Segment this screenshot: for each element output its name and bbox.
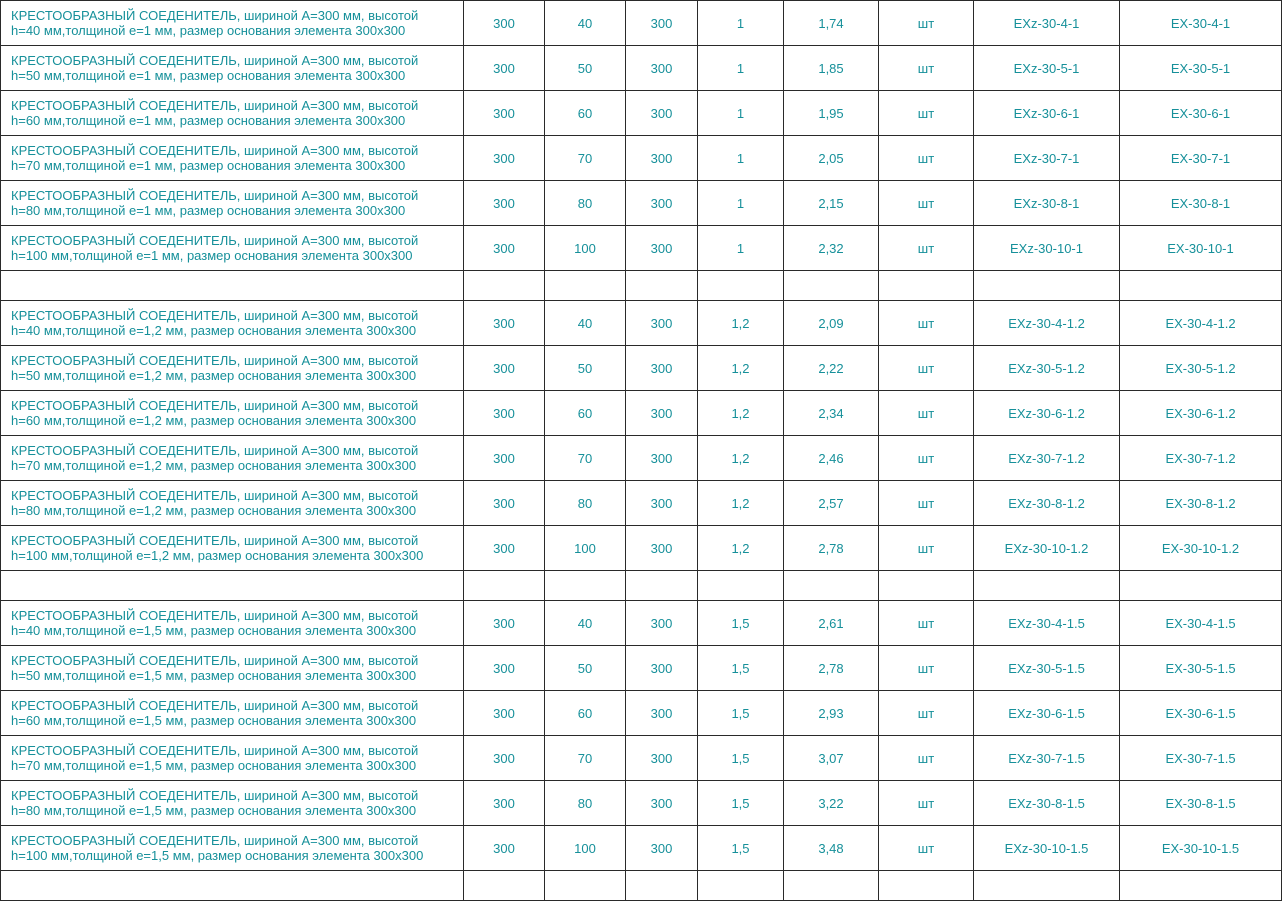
article-cell: EX-30-7-1.2: [1120, 436, 1282, 481]
mass-cell: 2,32: [784, 226, 879, 271]
height-h-cell: 80: [545, 781, 626, 826]
unit-cell: шт: [879, 526, 974, 571]
height-h-cell: 50: [545, 46, 626, 91]
description-cell: [1, 346, 464, 391]
thickness-cell: 1: [698, 136, 784, 181]
base-size-cell: 300: [626, 391, 698, 436]
height-h-cell: 60: [545, 91, 626, 136]
base-size-cell: 300: [626, 136, 698, 181]
unit-cell: шт: [879, 46, 974, 91]
description-line-1: КРЕСТООБРАЗНЫЙ СОЕДЕНИТЕЛЬ, шириной А=300 мм, высотой: [11, 653, 419, 668]
empty-cell: [626, 571, 698, 601]
unit-cell: шт: [879, 826, 974, 871]
base-size-cell: 300: [626, 826, 698, 871]
article-cell: EX-30-8-1: [1120, 181, 1282, 226]
description-line-2: h=50 мм,толщиной е=1,5 мм, размер основания элемента 300х300: [11, 668, 417, 683]
description-line-2: h=50 мм,толщиной е=1,2 мм, размер основания элемента 300х300: [11, 368, 417, 383]
spacer-row: [1, 271, 1282, 301]
table-row: [1, 781, 1282, 826]
unit-cell: шт: [879, 691, 974, 736]
unit-cell: шт: [879, 736, 974, 781]
article-cell: EX-30-5-1: [1120, 46, 1282, 91]
table-row: [1, 391, 1282, 436]
table-row: [1, 301, 1282, 346]
table-row: [1, 1, 1282, 46]
width-a-cell: 300: [464, 136, 545, 181]
width-a-cell: 300: [464, 481, 545, 526]
height-h-cell: 80: [545, 181, 626, 226]
mass-cell: 2,78: [784, 526, 879, 571]
description-line-1: КРЕСТООБРАЗНЫЙ СОЕДЕНИТЕЛЬ, шириной А=300 мм, высотой: [11, 743, 419, 758]
product-code-cell: EXz-30-8-1.5: [974, 781, 1120, 826]
width-a-cell: 300: [464, 226, 545, 271]
width-a-cell: 300: [464, 1, 545, 46]
mass-cell: 2,34: [784, 391, 879, 436]
product-code-cell: EXz-30-7-1.2: [974, 436, 1120, 481]
description-cell: [1, 91, 464, 136]
empty-cell: [974, 571, 1120, 601]
table-row: [1, 226, 1282, 271]
description-cell: [1, 646, 464, 691]
spacer-row: [1, 871, 1282, 901]
table-row: [1, 526, 1282, 571]
description-line-2: h=70 мм,толщиной е=1,5 мм, размер основания элемента 300х300: [11, 758, 417, 773]
empty-cell: [545, 571, 626, 601]
base-size-cell: 300: [626, 91, 698, 136]
description-cell: [1, 781, 464, 826]
thickness-cell: 1,5: [698, 601, 784, 646]
mass-cell: 1,85: [784, 46, 879, 91]
table-row: [1, 91, 1282, 136]
description-line-2: h=70 мм,толщиной е=1 мм, размер основания элемента 300х300: [11, 158, 406, 173]
table-row: [1, 136, 1282, 181]
base-size-cell: 300: [626, 181, 698, 226]
height-h-cell: 50: [545, 346, 626, 391]
width-a-cell: 300: [464, 391, 545, 436]
description-cell: [1, 691, 464, 736]
empty-cell: [1120, 571, 1282, 601]
empty-cell: [626, 271, 698, 301]
table-row: [1, 181, 1282, 226]
height-h-cell: 70: [545, 436, 626, 481]
article-cell: EX-30-10-1.2: [1120, 526, 1282, 571]
empty-cell: [1, 271, 464, 301]
article-cell: EX-30-4-1.5: [1120, 601, 1282, 646]
product-code-cell: EXz-30-6-1.2: [974, 391, 1120, 436]
height-h-cell: 80: [545, 481, 626, 526]
unit-cell: шт: [879, 301, 974, 346]
description-line-2: h=50 мм,толщиной е=1 мм, размер основания элемента 300х300: [11, 68, 406, 83]
width-a-cell: 300: [464, 346, 545, 391]
base-size-cell: 300: [626, 346, 698, 391]
thickness-cell: 1,2: [698, 391, 784, 436]
height-h-cell: 50: [545, 646, 626, 691]
article-cell: EX-30-4-1: [1120, 1, 1282, 46]
description-cell: [1, 226, 464, 271]
product-code-cell: EXz-30-5-1: [974, 46, 1120, 91]
width-a-cell: 300: [464, 826, 545, 871]
empty-cell: [464, 571, 545, 601]
description-line-2: h=80 мм,толщиной е=1,2 мм, размер основания элемента 300х300: [11, 503, 417, 518]
description-line-2: h=60 мм,толщиной е=1,5 мм, размер основания элемента 300х300: [11, 713, 417, 728]
unit-cell: шт: [879, 1, 974, 46]
table-row: [1, 646, 1282, 691]
description-line-1: КРЕСТООБРАЗНЫЙ СОЕДЕНИТЕЛЬ, шириной А=300 мм, высотой: [11, 308, 419, 323]
mass-cell: 2,22: [784, 346, 879, 391]
description-cell: [1, 526, 464, 571]
unit-cell: шт: [879, 91, 974, 136]
product-code-cell: EXz-30-6-1.5: [974, 691, 1120, 736]
base-size-cell: 300: [626, 481, 698, 526]
height-h-cell: 70: [545, 736, 626, 781]
width-a-cell: 300: [464, 91, 545, 136]
product-code-cell: EXz-30-7-1.5: [974, 736, 1120, 781]
mass-cell: 2,93: [784, 691, 879, 736]
article-cell: EX-30-8-1.5: [1120, 781, 1282, 826]
description-line-1: КРЕСТООБРАЗНЫЙ СОЕДЕНИТЕЛЬ, шириной А=300 мм, высотой: [11, 143, 419, 158]
product-code-cell: EXz-30-5-1.2: [974, 346, 1120, 391]
product-code-cell: EXz-30-10-1.2: [974, 526, 1120, 571]
description-cell: [1, 601, 464, 646]
description-line-1: КРЕСТООБРАЗНЫЙ СОЕДЕНИТЕЛЬ, шириной А=300 мм, высотой: [11, 788, 419, 803]
description-line-1: КРЕСТООБРАЗНЫЙ СОЕДЕНИТЕЛЬ, шириной А=300 мм, высотой: [11, 98, 419, 113]
description-line-1: КРЕСТООБРАЗНЫЙ СОЕДЕНИТЕЛЬ, шириной А=300 мм, высотой: [11, 533, 419, 548]
base-size-cell: 300: [626, 736, 698, 781]
height-h-cell: 40: [545, 601, 626, 646]
product-code-cell: EXz-30-8-1.2: [974, 481, 1120, 526]
description-line-2: h=100 мм,толщиной е=1,2 мм, размер основания элемента 300х300: [11, 548, 424, 563]
empty-cell: [784, 271, 879, 301]
description-line-1: КРЕСТООБРАЗНЫЙ СОЕДЕНИТЕЛЬ, шириной А=300 мм, высотой: [11, 398, 419, 413]
unit-cell: шт: [879, 646, 974, 691]
width-a-cell: 300: [464, 691, 545, 736]
thickness-cell: 1: [698, 1, 784, 46]
height-h-cell: 100: [545, 226, 626, 271]
description-line-1: КРЕСТООБРАЗНЫЙ СОЕДЕНИТЕЛЬ, шириной А=300 мм, высотой: [11, 8, 419, 23]
article-cell: EX-30-5-1.2: [1120, 346, 1282, 391]
unit-cell: шт: [879, 436, 974, 481]
empty-cell: [1120, 271, 1282, 301]
product-code-cell: EXz-30-4-1.2: [974, 301, 1120, 346]
empty-cell: [545, 871, 626, 901]
article-cell: EX-30-5-1.5: [1120, 646, 1282, 691]
empty-cell: [698, 271, 784, 301]
product-code-cell: EXz-30-7-1: [974, 136, 1120, 181]
base-size-cell: 300: [626, 301, 698, 346]
product-code-cell: EXz-30-5-1.5: [974, 646, 1120, 691]
table-row: [1, 46, 1282, 91]
height-h-cell: 60: [545, 691, 626, 736]
thickness-cell: 1,2: [698, 301, 784, 346]
article-cell: EX-30-6-1.5: [1120, 691, 1282, 736]
description-line-1: КРЕСТООБРАЗНЫЙ СОЕДЕНИТЕЛЬ, шириной А=300 мм, высотой: [11, 53, 419, 68]
table-row: [1, 826, 1282, 871]
table-body: [1, 1, 1282, 901]
thickness-cell: 1,5: [698, 646, 784, 691]
mass-cell: 2,57: [784, 481, 879, 526]
empty-cell: [545, 271, 626, 301]
thickness-cell: 1: [698, 91, 784, 136]
description-cell: [1, 181, 464, 226]
description-line-2: h=40 мм,толщиной е=1,5 мм, размер основания элемента 300х300: [11, 623, 417, 638]
empty-cell: [1, 571, 464, 601]
description-line-2: h=40 мм,толщиной е=1 мм, размер основания элемента 300х300: [11, 23, 406, 38]
unit-cell: шт: [879, 781, 974, 826]
mass-cell: 3,07: [784, 736, 879, 781]
article-cell: EX-30-10-1: [1120, 226, 1282, 271]
empty-cell: [879, 871, 974, 901]
description-line-2: h=100 мм,толщиной е=1 мм, размер основания элемента 300х300: [11, 248, 413, 263]
thickness-cell: 1,5: [698, 736, 784, 781]
empty-cell: [698, 871, 784, 901]
description-cell: [1, 736, 464, 781]
empty-cell: [784, 871, 879, 901]
unit-cell: шт: [879, 181, 974, 226]
description-line-1: КРЕСТООБРАЗНЫЙ СОЕДЕНИТЕЛЬ, шириной А=300 мм, высотой: [11, 188, 419, 203]
article-cell: EX-30-4-1.2: [1120, 301, 1282, 346]
height-h-cell: 40: [545, 1, 626, 46]
description-line-2: h=60 мм,толщиной е=1 мм, размер основания элемента 300х300: [11, 113, 406, 128]
description-line-2: h=80 мм,толщиной е=1 мм, размер основания элемента 300х300: [11, 203, 406, 218]
empty-cell: [698, 571, 784, 601]
empty-cell: [784, 571, 879, 601]
height-h-cell: 100: [545, 526, 626, 571]
unit-cell: шт: [879, 481, 974, 526]
spacer-row: [1, 571, 1282, 601]
base-size-cell: 300: [626, 1, 698, 46]
empty-cell: [626, 871, 698, 901]
base-size-cell: 300: [626, 691, 698, 736]
description-line-2: h=40 мм,толщиной е=1,2 мм, размер основания элемента 300х300: [11, 323, 417, 338]
description-cell: [1, 301, 464, 346]
base-size-cell: 300: [626, 781, 698, 826]
width-a-cell: 300: [464, 181, 545, 226]
product-code-cell: EXz-30-4-1: [974, 1, 1120, 46]
description-cell: [1, 46, 464, 91]
unit-cell: шт: [879, 136, 974, 181]
empty-cell: [974, 271, 1120, 301]
base-size-cell: 300: [626, 646, 698, 691]
empty-cell: [1120, 871, 1282, 901]
product-code-cell: EXz-30-6-1: [974, 91, 1120, 136]
unit-cell: шт: [879, 391, 974, 436]
article-cell: EX-30-6-1: [1120, 91, 1282, 136]
width-a-cell: 300: [464, 301, 545, 346]
description-line-1: КРЕСТООБРАЗНЫЙ СОЕДЕНИТЕЛЬ, шириной А=300 мм, высотой: [11, 233, 419, 248]
article-cell: EX-30-6-1.2: [1120, 391, 1282, 436]
mass-cell: 1,95: [784, 91, 879, 136]
description-cell: [1, 136, 464, 181]
thickness-cell: 1: [698, 181, 784, 226]
base-size-cell: 300: [626, 436, 698, 481]
table-row: [1, 601, 1282, 646]
mass-cell: 3,48: [784, 826, 879, 871]
description-line-2: h=70 мм,толщиной е=1,2 мм, размер основания элемента 300х300: [11, 458, 417, 473]
width-a-cell: 300: [464, 436, 545, 481]
table-row: [1, 736, 1282, 781]
description-line-1: КРЕСТООБРАЗНЫЙ СОЕДЕНИТЕЛЬ, шириной А=300 мм, высотой: [11, 353, 419, 368]
empty-cell: [464, 871, 545, 901]
description-cell: [1, 436, 464, 481]
mass-cell: 2,46: [784, 436, 879, 481]
mass-cell: 3,22: [784, 781, 879, 826]
width-a-cell: 300: [464, 781, 545, 826]
empty-cell: [974, 871, 1120, 901]
mass-cell: 2,15: [784, 181, 879, 226]
description-line-1: КРЕСТООБРАЗНЫЙ СОЕДЕНИТЕЛЬ, шириной А=300 мм, высотой: [11, 833, 419, 848]
base-size-cell: 300: [626, 226, 698, 271]
empty-cell: [879, 571, 974, 601]
thickness-cell: 1,2: [698, 436, 784, 481]
article-cell: EX-30-8-1.2: [1120, 481, 1282, 526]
description-line-1: КРЕСТООБРАЗНЫЙ СОЕДЕНИТЕЛЬ, шириной А=300 мм, высотой: [11, 698, 419, 713]
mass-cell: 2,61: [784, 601, 879, 646]
product-code-cell: EXz-30-10-1: [974, 226, 1120, 271]
mass-cell: 2,09: [784, 301, 879, 346]
empty-cell: [1, 871, 464, 901]
product-code-cell: EXz-30-10-1.5: [974, 826, 1120, 871]
description-cell: [1, 391, 464, 436]
description-cell: [1, 826, 464, 871]
width-a-cell: 300: [464, 601, 545, 646]
product-code-cell: EXz-30-8-1: [974, 181, 1120, 226]
thickness-cell: 1,5: [698, 691, 784, 736]
article-cell: EX-30-10-1.5: [1120, 826, 1282, 871]
base-size-cell: 300: [626, 526, 698, 571]
height-h-cell: 40: [545, 301, 626, 346]
empty-cell: [464, 271, 545, 301]
empty-cell: [879, 271, 974, 301]
thickness-cell: 1,2: [698, 481, 784, 526]
thickness-cell: 1,2: [698, 346, 784, 391]
thickness-cell: 1: [698, 46, 784, 91]
thickness-cell: 1: [698, 226, 784, 271]
table-row: [1, 436, 1282, 481]
unit-cell: шт: [879, 601, 974, 646]
description-cell: [1, 1, 464, 46]
mass-cell: 2,05: [784, 136, 879, 181]
thickness-cell: 1,2: [698, 526, 784, 571]
mass-cell: 2,78: [784, 646, 879, 691]
product-code-cell: EXz-30-4-1.5: [974, 601, 1120, 646]
unit-cell: шт: [879, 226, 974, 271]
height-h-cell: 100: [545, 826, 626, 871]
table-row: [1, 691, 1282, 736]
base-size-cell: 300: [626, 46, 698, 91]
description-line-2: h=80 мм,толщиной е=1,5 мм, размер основания элемента 300х300: [11, 803, 417, 818]
description-line-2: h=60 мм,толщиной е=1,2 мм, размер основания элемента 300х300: [11, 413, 417, 428]
height-h-cell: 70: [545, 136, 626, 181]
mass-cell: 1,74: [784, 1, 879, 46]
description-line-1: КРЕСТООБРАЗНЫЙ СОЕДЕНИТЕЛЬ, шириной А=300 мм, высотой: [11, 608, 419, 623]
table-row: [1, 346, 1282, 391]
article-cell: EX-30-7-1.5: [1120, 736, 1282, 781]
height-h-cell: 60: [545, 391, 626, 436]
thickness-cell: 1,5: [698, 781, 784, 826]
description-line-1: КРЕСТООБРАЗНЫЙ СОЕДЕНИТЕЛЬ, шириной А=300 мм, высотой: [11, 488, 419, 503]
description-cell: [1, 481, 464, 526]
article-cell: EX-30-7-1: [1120, 136, 1282, 181]
description-line-2: h=100 мм,толщиной е=1,5 мм, размер основания элемента 300х300: [11, 848, 424, 863]
base-size-cell: 300: [626, 601, 698, 646]
unit-cell: шт: [879, 346, 974, 391]
width-a-cell: 300: [464, 736, 545, 781]
width-a-cell: 300: [464, 526, 545, 571]
description-line-1: КРЕСТООБРАЗНЫЙ СОЕДЕНИТЕЛЬ, шириной А=300 мм, высотой: [11, 443, 419, 458]
table-row: [1, 481, 1282, 526]
width-a-cell: 300: [464, 646, 545, 691]
width-a-cell: 300: [464, 46, 545, 91]
thickness-cell: 1,5: [698, 826, 784, 871]
